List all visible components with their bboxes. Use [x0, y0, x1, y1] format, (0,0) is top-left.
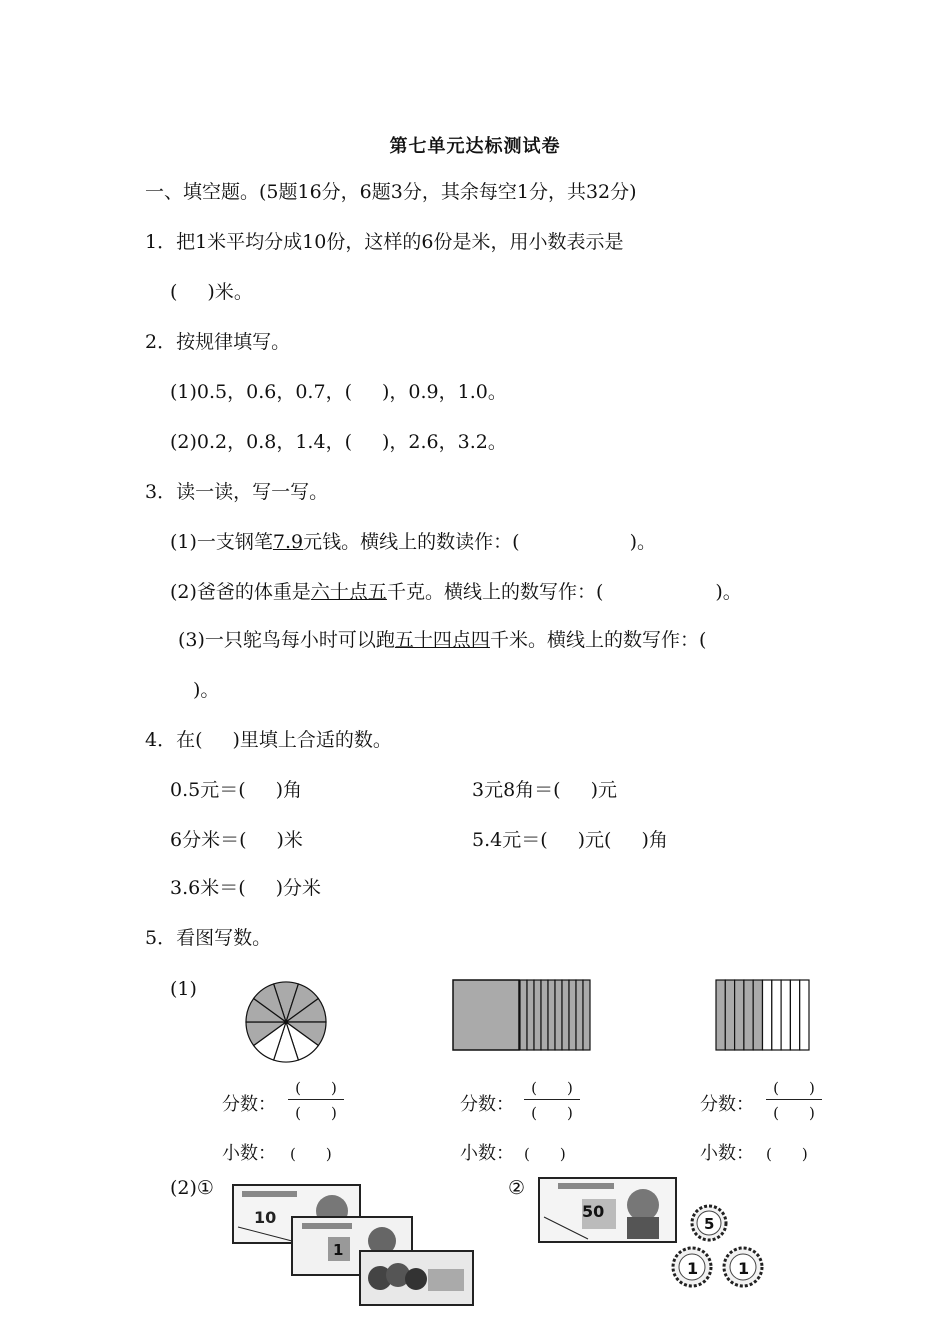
- q5-part2b-label: ②: [508, 1177, 526, 1199]
- square-strip: [555, 980, 562, 1050]
- q4-prompt: 4．在( )里填上合适的数。: [145, 729, 392, 751]
- rect-strip: [781, 980, 790, 1050]
- decimal-blank-1[interactable]: ( ): [290, 1145, 332, 1163]
- square-strip: [534, 980, 541, 1050]
- q4-item-4: 5.4元＝( )元( )角: [472, 829, 668, 851]
- square-strip: [548, 980, 555, 1050]
- rect-strip: [800, 980, 809, 1050]
- q3-sub3: (3)一只鸵鸟每小时可以跑五十四点四千米。横线上的数写作：(: [178, 629, 707, 651]
- square-strip: [576, 980, 583, 1050]
- q1-answer-line: ( )米。: [170, 281, 253, 303]
- rect-strip: [725, 980, 734, 1050]
- banknote-50-figure: [538, 1177, 678, 1245]
- coin-1-jiao-a: [673, 1248, 711, 1286]
- fraction-blank-3[interactable]: ( ) ( ): [766, 1077, 822, 1122]
- q4-item-5: 3.6米＝( )分米: [170, 877, 322, 899]
- decimal-blank-2[interactable]: ( ): [524, 1145, 566, 1163]
- q4-item-1: 0.5元＝( )角: [170, 779, 303, 801]
- rect-strip: [790, 980, 799, 1050]
- q2-sub1: (1)0.5，0.6，0.7，( )，0.9，1.0。: [170, 381, 507, 403]
- q5-part2-label: (2)①: [170, 1177, 214, 1199]
- square-strip: [562, 980, 569, 1050]
- square-strip: [527, 980, 534, 1050]
- coin-value-1b: 1: [738, 1259, 750, 1278]
- rect-strip: [753, 980, 762, 1050]
- coin-value-5: 5: [704, 1215, 715, 1233]
- q3-sub3-close: )。: [193, 679, 220, 701]
- q1-text: 1．把1米平均分成10份，这样的6份是米，用小数表示是: [145, 231, 624, 253]
- q3-sub1: (1)一支钢笔7.9元钱。横线上的数读作：( )。: [170, 531, 656, 553]
- decimal-label-3: 小数：: [700, 1143, 754, 1164]
- decimal-label-1: 小数：: [222, 1143, 276, 1164]
- q3-sub2: (2)爸爸的体重是六十点五千克。横线上的数写作：( )。: [170, 581, 742, 603]
- full-square: [453, 980, 519, 1050]
- coin-5-jiao: [692, 1206, 726, 1240]
- q4-item-2: 3元8角＝( )元: [472, 779, 618, 801]
- fraction-blank-1[interactable]: ( ) ( ): [288, 1077, 344, 1122]
- q2-prompt: 2．按规律填写。: [145, 331, 291, 353]
- page-title: 第七单元达标测试卷: [389, 136, 561, 157]
- decimal-label-2: 小数：: [460, 1143, 514, 1164]
- q3-prompt: 3．读一读，写一写。: [145, 481, 329, 503]
- rect-strip: [763, 980, 772, 1050]
- rect-strip: [744, 980, 753, 1050]
- rect-strips-figure: [715, 979, 811, 1051]
- coins-figure: [670, 1204, 770, 1294]
- note-value-10: 10: [254, 1208, 277, 1227]
- q5-prompt: 5．看图写数。: [145, 927, 272, 949]
- circle-fraction-figure: [244, 980, 328, 1064]
- square-strip: [541, 980, 548, 1050]
- coin-1-jiao-b: [724, 1248, 762, 1286]
- rect-strip: [735, 980, 744, 1050]
- square-strip: [569, 980, 576, 1050]
- section-heading: 一、填空题。(5题16分，6题3分，其余每空1分，共32分): [145, 181, 637, 203]
- note-value-1: 1: [333, 1241, 344, 1259]
- square-strip: [583, 980, 590, 1050]
- banknote-1-jiao: [360, 1251, 473, 1305]
- rect-strip: [716, 980, 725, 1050]
- q5-part1-label: (1): [170, 978, 197, 1000]
- fraction-label-2: 分数：: [460, 1094, 514, 1115]
- q4-item-3: 6分米＝( )米: [170, 829, 303, 851]
- fraction-label-3: 分数：: [700, 1094, 754, 1115]
- banknotes-figure: [232, 1183, 477, 1308]
- fraction-label-1: 分数：: [222, 1094, 276, 1115]
- rect-strip: [772, 980, 781, 1050]
- square-strips-figure: [452, 979, 592, 1051]
- decimal-blank-3[interactable]: ( ): [766, 1145, 808, 1163]
- q2-sub2: (2)0.2，0.8，1.4，( )，2.6，3.2。: [170, 431, 507, 453]
- fraction-blank-2[interactable]: ( ) ( ): [524, 1077, 580, 1122]
- coin-value-1a: 1: [687, 1259, 699, 1278]
- square-strip: [520, 980, 527, 1050]
- note-value-50: 50: [582, 1202, 605, 1221]
